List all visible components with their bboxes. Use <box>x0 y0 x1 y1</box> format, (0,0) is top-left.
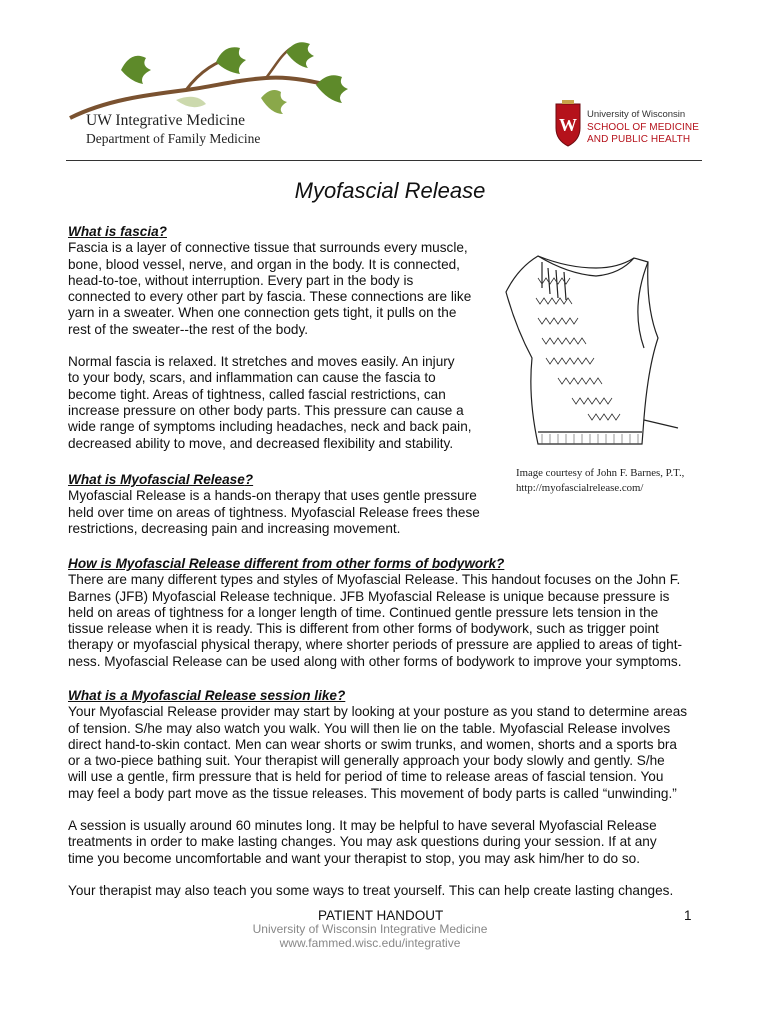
uw-crest-letter: W <box>559 115 577 135</box>
uw-school-line1: SCHOOL OF MEDICINE <box>587 122 699 133</box>
session-paragraph-1: Your Myofascial Release provider may start by looking at your posture as you stand to determine areas of tension. S/he may also watch you walk. You will then lie on the table. Myofascial Release involves direct hand-to-skin contact. Men can wear shorts or swim trunks, and women, shorts and a sports bra or a two-piece bathing suit. Your therapist will generally approach your body slowly and gently. S/he will use a gentle, firm pressure that is held for period of time to release areas of fascial tension. You may feel a body part move as the tissue releases. This movement of body parts is called “unwinding.” <box>68 704 688 801</box>
page-number: 1 <box>684 908 692 923</box>
uw-crest-icon <box>553 98 583 148</box>
section-how-different <box>68 556 708 670</box>
footer-label: PATIENT HANDOUT <box>318 908 444 923</box>
fascia-paragraph-2: Normal fascia is relaxed. It stretches and moves easily. An injury to your body, scars, and inflammation can cause the fascia to become tight. Areas of tightness, called fascial restrictions, can increase pressure on other body parts. This pressure can cause a wide range of symptoms including headaches, neck and back pain, decreased ability to move, and decreased flexibility and stability. <box>68 354 472 451</box>
fascia-paragraph-1: Fascia is a layer of connective tissue that surrounds every muscle, bone, blood vessel, nerve, and organ in the body. It is connected, head-to-toe, without interruption. Every part in the body is connected to every other part by fascia. These connections are like yarn in a sweater. When one connection gets tight, it pulls on the rest of the sweater--the rest of the body. <box>68 240 472 337</box>
heading-what-is-mfr: What is Myofascial Release? <box>68 472 254 487</box>
different-paragraph: There are many different types and styles of Myofascial Release. This handout focuses on the John F. Barnes (JFB) Myofascial Release technique. JFB Myofascial Release is unique because pressure is held on areas of tightness for a longer length of time. Continued gentle pressure lets tension in the tissue release when it is ready. This is different from other forms of bodywork, such as trigger point therapy or myofascial physical therapy, where shorter periods of pressure are applied to areas of tight- ness. Myofascial Release can be used along with other forms of bodywork to improve your symptoms. <box>68 572 683 669</box>
image-caption-line1: Image courtesy of John F. Barnes, P.T., <box>516 467 685 479</box>
section-fascia <box>68 224 498 452</box>
department-name-line2: Department of Family Medicine <box>86 131 261 146</box>
uw-university-name: University of Wisconsin <box>587 109 686 120</box>
mfr-paragraph: Myofascial Release is a hands-on therapy that uses gentle pressure held over time on areas of tightness. Myofascial Release frees these restrictions, decreasing pain and increasing movement. <box>68 488 480 536</box>
header-divider <box>66 160 702 161</box>
session-paragraph-2: A session is usually around 60 minutes long. It may be helpful to have several Myofascial Release treatments in order to make lasting changes. You may ask questions during your session. If at any time you become uncomfortable and want your therapist to stop, you may ask him/her to do so. <box>68 818 657 866</box>
heading-what-is-fascia: What is fascia? <box>68 224 167 239</box>
footer-organization: University of Wisconsin Integrative Medicine <box>252 922 488 936</box>
uw-school-line2: AND PUBLIC HEALTH <box>587 134 691 145</box>
footer-url-link[interactable]: www.fammed.wisc.edu/integrative <box>279 936 461 950</box>
section-session <box>68 688 708 899</box>
section-what-is-mfr <box>68 472 508 537</box>
department-name-line1: UW Integrative Medicine <box>86 112 245 129</box>
image-caption-link[interactable]: http://myofascialrelease.com/ <box>516 482 644 494</box>
heading-how-different: How is Myofascial Release different from other forms of bodywork? <box>68 556 505 571</box>
page-title: Myofascial Release <box>294 178 486 203</box>
heading-session: What is a Myofascial Release session like? <box>68 688 346 703</box>
session-paragraph-3: Your therapist may also teach you some ways to treat yourself. This can help create lasting changes. <box>68 882 674 898</box>
sweater-illustration <box>498 248 690 460</box>
